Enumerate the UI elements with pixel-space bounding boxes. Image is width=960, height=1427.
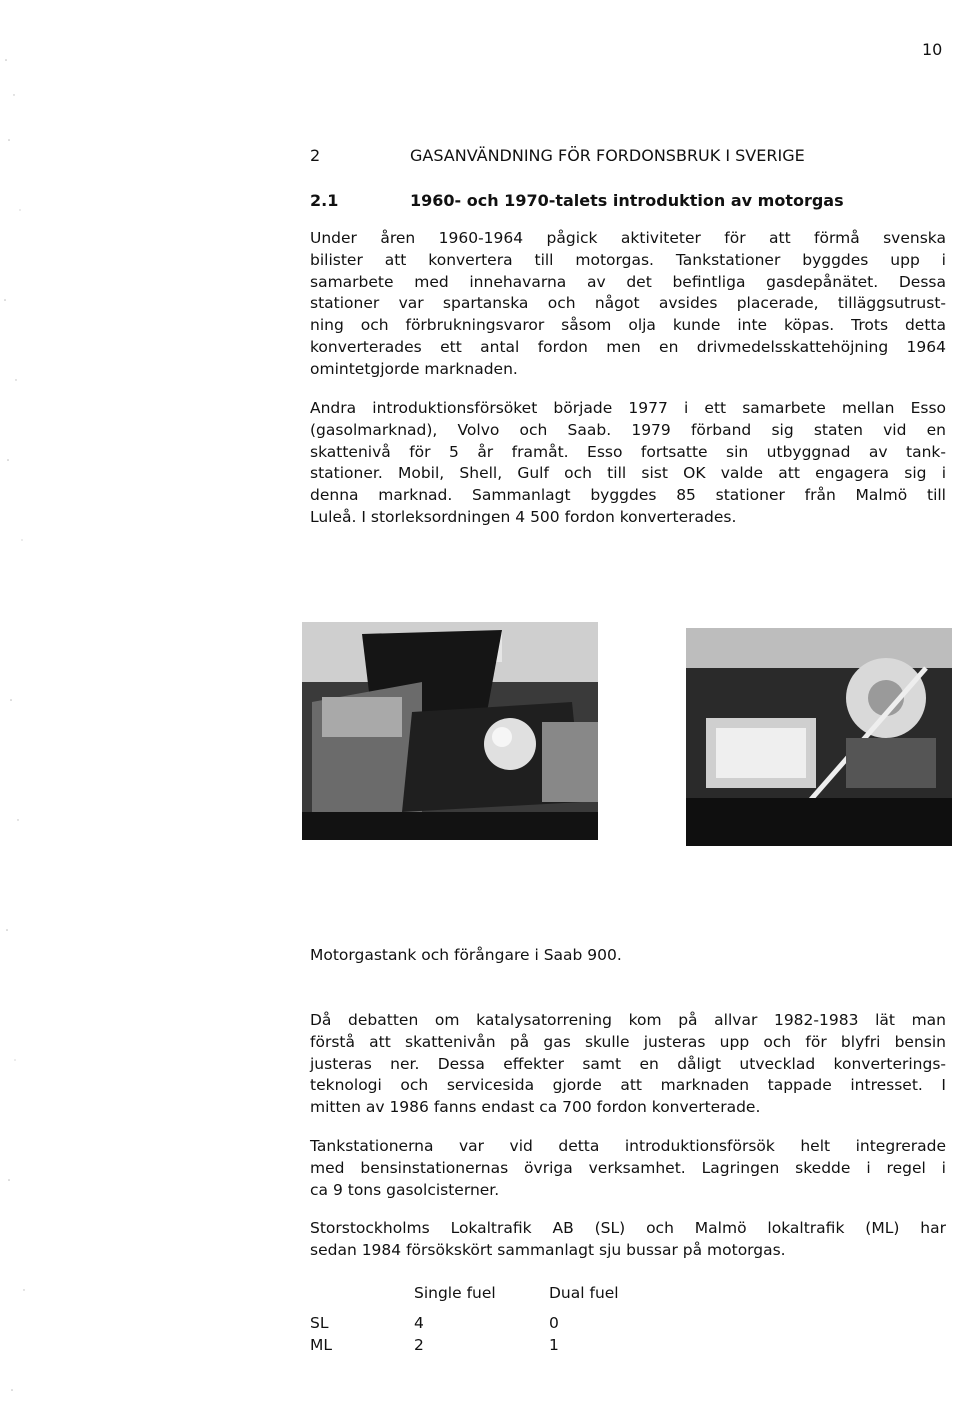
photo-caption: Motorgastank och förångare i Saab 900. (310, 946, 622, 964)
table-header-single: Single fuel (414, 1284, 496, 1302)
paragraph-3 (310, 1010, 946, 1119)
paragraph-line: teknologi och servicesida gjorde att marknaden tappade intresset. I (310, 1076, 946, 1095)
paragraph-line: Under åren 1960-1964 pågick aktiviteter för att förmå svenska (310, 229, 946, 247)
paragraph-line: stationer. Mobil, Shell, Gulf och till sist OK valde att engagera sig i (310, 464, 946, 483)
paragraph-line: med bensinstationernas övriga verksamhet. Lagringen skedde i regel i (310, 1158, 946, 1177)
paragraph-line: konverterades ett antal fordon men en drivmedelsskattehöjning 1964 (310, 337, 946, 356)
paragraph-2 (310, 398, 946, 529)
paragraph-line: omintetgjorde marknaden. (310, 359, 518, 378)
paragraph-line: Andra introduktionsförsöket började 1977 i ett samarbete mellan Esso (310, 399, 946, 417)
table-header-dual: Dual fuel (549, 1284, 619, 1302)
paragraph-line: denna marknad. Sammanlagt byggdes 85 stationer från Malmö till (310, 486, 946, 505)
paragraph-line: samarbete med innehavarna av det befintliga gasdepånätet. Dessa (310, 272, 946, 291)
paragraph-line: justeras ner. Dessa effekter samt en dåligt utvecklad konverterings- (310, 1054, 946, 1073)
paragraph-line: ning och förbrukningsvaror såsom olja kunde inte köpas. Trots detta (310, 316, 946, 335)
table-row-label: SL (310, 1314, 329, 1332)
paragraph-line: Tankstationerna var vid detta introduktionsförsök helt integrerade (310, 1137, 946, 1155)
paragraph-4 (310, 1136, 946, 1201)
paragraph-line: förstå att skattenivån på gas skulle justeras upp och för blyfri bensin (310, 1032, 946, 1051)
paragraph-line: bilister att konvertera till motorgas. Tankstationer byggdes upp i (310, 250, 946, 269)
section-heading (310, 146, 805, 165)
table-cell: 4 (414, 1314, 424, 1332)
paragraph-line: mitten av 1986 fanns endast ca 700 fordon konverterade. (310, 1098, 761, 1117)
paragraph-line: sedan 1984 försökskört sammanlagt sju bussar på motorgas. (310, 1240, 786, 1259)
paragraph-line: Luleå. I storleksordningen 4 500 fordon konverterades. (310, 507, 737, 526)
photo-car-trunk (302, 622, 598, 840)
paragraph-line: Storstockholms Lokaltrafik AB (SL) och Malmö lokaltrafik (ML) har (310, 1219, 946, 1237)
section-number: 2 (310, 146, 321, 165)
subsection-heading (310, 191, 844, 210)
page-number: 10 (922, 40, 943, 59)
paragraph-line: ca 9 tons gasolcisterner. (310, 1180, 500, 1199)
photo-vaporizer (686, 628, 952, 846)
table-cell: 2 (414, 1336, 424, 1354)
section-title: GASANVÄNDNING FÖR FORDONSBRUK I SVERIGE (410, 146, 805, 165)
table-cell: 0 (549, 1314, 559, 1332)
paragraph-5 (310, 1218, 946, 1262)
subsection-title: 1960- och 1970-talets introduktion av motorgas (410, 191, 844, 210)
table-row-label: ML (310, 1336, 333, 1354)
paragraph-line: (gasolmarknad), Volvo och Saab. 1979 förband sig staten vid en (310, 420, 946, 439)
paragraph-line: stationer var spartanska och något avsides placerade, tilläggsutrust- (310, 294, 946, 313)
paragraph-line: skattenivå för 5 år framåt. Esso fortsatte sin utbyggnad av tank- (310, 442, 946, 461)
scan-noise (0, 0, 40, 1427)
paragraph-1 (310, 228, 946, 381)
table-cell: 1 (549, 1336, 559, 1354)
subsection-number: 2.1 (310, 191, 339, 210)
paragraph-line: Då debatten om katalysatorrening kom på allvar 1982-1983 lät man (310, 1011, 946, 1029)
